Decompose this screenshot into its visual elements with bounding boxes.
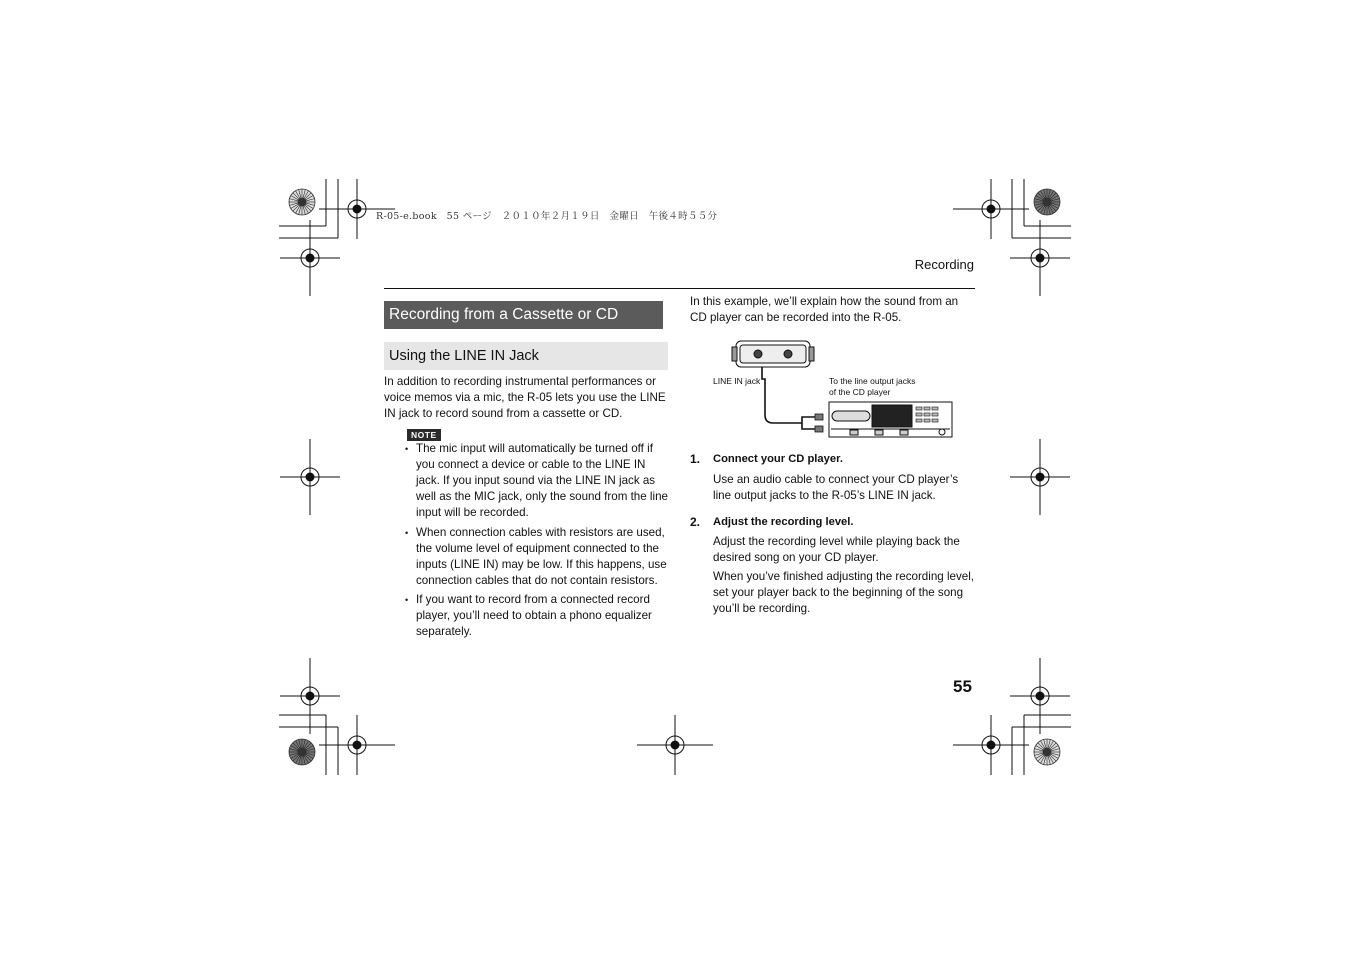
r05-recorder-image bbox=[732, 341, 814, 367]
header-rule bbox=[384, 288, 975, 289]
running-head: Recording bbox=[914, 257, 974, 272]
step-paragraph: Use an audio cable to connect your CD player’s line output jacks to the R-05’s LINE IN jack. bbox=[713, 473, 959, 502]
cd-output-label-line: To the line output jacks bbox=[829, 376, 916, 386]
note-item: • When connection cables with resistors are used, the volume level of equipment connected to the inputs (LINE IN) may be low. If this happens, use connection cables that do not contain resistors. bbox=[405, 525, 670, 589]
note-badge: NOTE bbox=[407, 429, 441, 441]
example-intro: In this example, we’ll explain how the sound from an CD player can be recorded into the R-05. bbox=[690, 295, 959, 324]
step-title: Connect your CD player. bbox=[713, 453, 843, 465]
intro-paragraph: In addition to recording instrumental performances or voice memos via a mic, the R-05 lets you use the LINE IN jack to record sound from a cassette or CD. bbox=[384, 375, 666, 420]
step-paragraph: When you’ve finished adjusting the recording level, set your player back to the beginning of the song you’ll be recording. bbox=[713, 570, 975, 615]
subsection-title: Using the LINE IN Jack bbox=[384, 342, 668, 370]
step-paragraph: Adjust the recording level while playing back the desired song on your CD player. bbox=[713, 535, 960, 564]
cd-output-label-line: of the CD player bbox=[829, 387, 891, 397]
note-item: • The mic input will automatically be turned off if you connect a device or cable to the LINE IN jack. If you input sound via the LINE IN jack as well as the MIC jack, only the sound from the line input will be recorded. bbox=[405, 441, 670, 521]
step-number: 1. bbox=[690, 452, 701, 466]
print-file-info: R-05-e.book 55 ページ ２０１０年２月１９日 金曜日 午後４時５５分 bbox=[376, 211, 718, 222]
page-number: 55 bbox=[953, 677, 972, 696]
audio-cable bbox=[762, 367, 815, 429]
note-item: • If you want to record from a connected record player, you’ll need to obtain a phono equalizer separately. bbox=[405, 592, 670, 640]
connection-diagram bbox=[710, 335, 960, 448]
note-list bbox=[405, 441, 670, 644]
step-title: Adjust the recording level. bbox=[713, 516, 854, 528]
cd-output-label bbox=[829, 376, 915, 398]
section-title: Recording from a Cassette or CD bbox=[384, 301, 663, 329]
step-number: 2. bbox=[690, 515, 701, 529]
line-in-jack-label: LINE IN jack bbox=[713, 376, 761, 386]
cd-player-image bbox=[829, 402, 952, 437]
